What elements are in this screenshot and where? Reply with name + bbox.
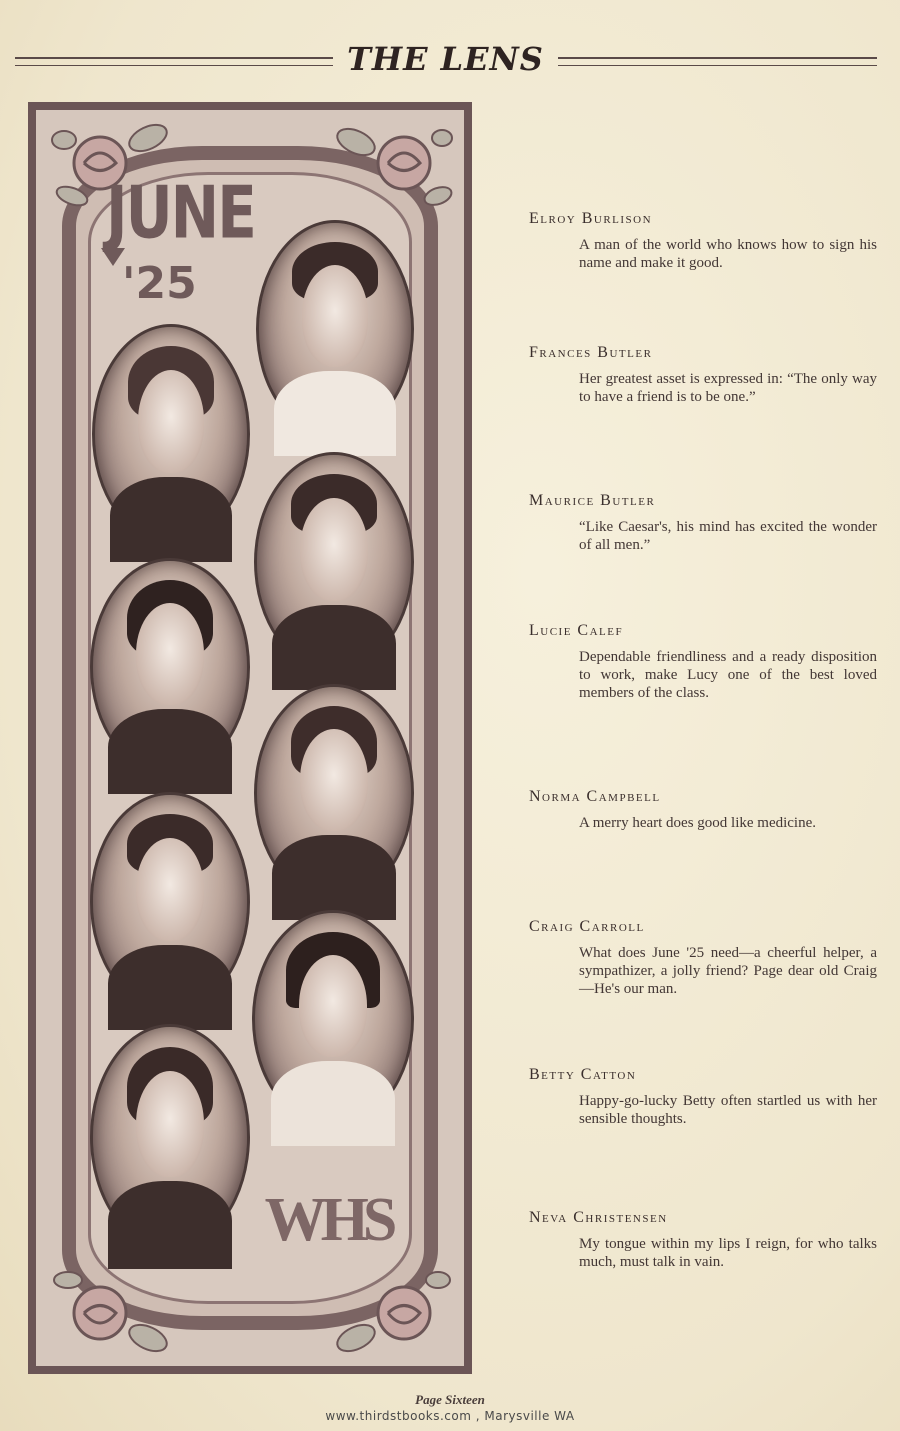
class-month: JUNE (106, 169, 255, 255)
entry-maurice-butler (529, 492, 877, 554)
entry-quote: Happy-go-lucky Betty often startled us with her sensible thoughts. (579, 1093, 877, 1127)
entry-betty-catton (529, 1066, 877, 1128)
entry-quote: “Like Caesar's, his mind has excited the wonder of all men.” (579, 519, 877, 553)
entry-name: Frances Butler (529, 344, 653, 361)
portrait-betty-catton (252, 910, 414, 1128)
entry-name: Neva Christensen (529, 1209, 668, 1226)
entry-lucie-calef (529, 622, 877, 702)
entry-quote: My tongue within my lips I reign, for who talks much, must talk in vain. (579, 1236, 877, 1270)
portrait-panel (28, 102, 472, 1374)
wedge-ornament-icon (101, 248, 125, 266)
portrait-maurice-butler (254, 452, 414, 672)
entry-neva-christensen (529, 1209, 877, 1271)
page-number: Page Sixteen (415, 1392, 485, 1407)
class-year: '25 (122, 258, 197, 309)
page-header (15, 40, 877, 80)
masthead-title: THE LENS (347, 40, 544, 78)
entry-name: Betty Catton (529, 1066, 637, 1083)
header-rule-left (15, 57, 333, 66)
portrait-lucie-calef (90, 558, 250, 776)
source-credit: www.thirdstbooks.com , Marysville WA (325, 1409, 575, 1423)
entry-quote: A man of the world who knows how to sign his name and make it good. (579, 237, 877, 271)
whs-monogram-icon (264, 1156, 392, 1254)
entry-name: Norma Campbell (529, 788, 661, 805)
entry-quote: Her greatest asset is expressed in: “The only way to have a friend is to be one.” (579, 371, 877, 405)
whs-monogram: WHS (264, 1186, 392, 1254)
header-rule-right (558, 57, 877, 66)
entry-quote: What does June '25 need—a cheerful helper, a sympathizer, a jolly friend? Page dear old Craig—He's our man. (579, 945, 877, 997)
entry-quote: A merry heart does good like medicine. (579, 815, 817, 831)
rose-ornament-icon (334, 1268, 454, 1358)
entry-quote: Dependable friendliness and a ready disposition to work, make Lucy one of the best loved members of the class. (579, 649, 877, 701)
portrait-elroy-burlison (256, 220, 414, 438)
entry-name: Lucie Calef (529, 622, 624, 639)
entry-name: Maurice Butler (529, 492, 656, 509)
portrait-norma-campbell (254, 684, 414, 902)
entry-craig-carroll (529, 918, 877, 998)
entry-name: Elroy Burlison (529, 210, 653, 227)
class-label (106, 169, 255, 309)
entry-elroy-burlison (529, 210, 877, 272)
portrait-neva-christensen (90, 1024, 250, 1250)
portrait-frances-butler (92, 324, 250, 544)
entry-norma-campbell (529, 788, 877, 832)
rose-ornament-icon (334, 118, 454, 208)
entry-frances-butler (529, 344, 877, 406)
rose-ornament-icon (50, 1268, 170, 1358)
portrait-craig-carroll (90, 792, 250, 1012)
entry-name: Craig Carroll (529, 918, 645, 935)
